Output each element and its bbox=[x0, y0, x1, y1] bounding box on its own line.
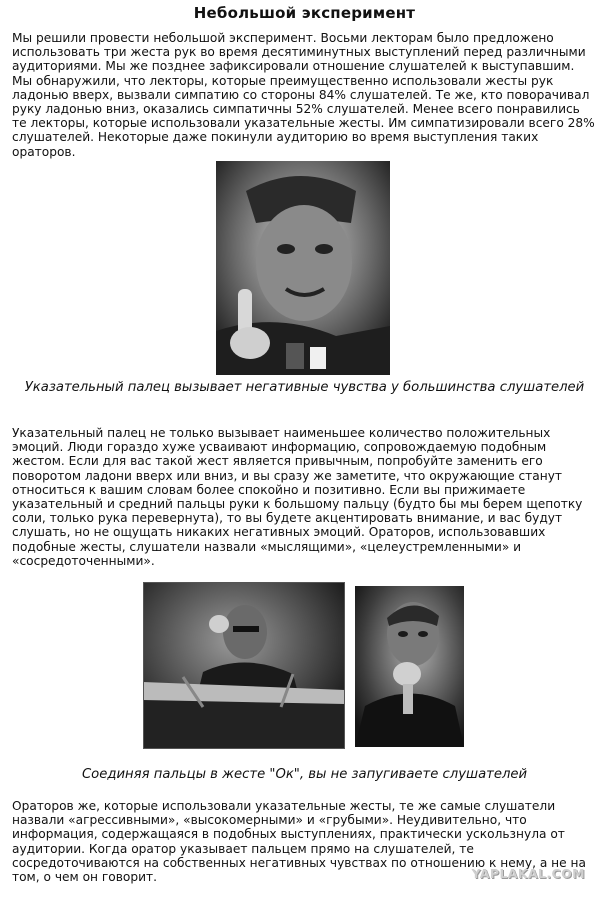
caption-pointing: Указательный палец вызывает негативные чувства у большинства слушателей bbox=[24, 380, 585, 395]
paragraph-gestures: Указательный палец не только вызывает наименьшее количество положительных эмоций. Люди гораздо хуже усваивают информацию, сопровождаемую подобным жестом. Если для вас такой жест является привычным, попробуйте заменить его поворотом ладони вверх или вниз, и вы сразу же заметите, что окружающие станут относиться к вашим словам более спокойно и позитивно. Если вы прижимаете указательный и средний пальцы руки к большому пальцу (будто бы мы берем щепотку соли, только рука перевернута), то вы будете акцентировать внимание, и вас будут слушать, но не ощущать никаких негативных эмоций. Ораторов, использовавших подобные жесты, слушатели назвали «мыслящими», «целеустремленными» и «сосредоточенными». bbox=[12, 426, 583, 568]
caption-ok-gesture: Соединяя пальцы в жесте "Ок", вы не запугиваете слушателей bbox=[81, 767, 528, 782]
watermark-logo: YAPLAKAL.COM bbox=[471, 866, 585, 881]
photo-ok-gesture-podium bbox=[143, 582, 345, 749]
paragraph-intro: Мы решили провести небольшой эксперимент. Восьми лекторам было предложено использовать три жеста рук во время десятиминутных выступлений перед различными аудиториями. Мы же позднее зафиксировали отношение слушателей к выступавшим. Мы обнаружили, что лекторы, которые преимущественно использовали жесты рук ладонью вверх, вызвали симпатию со стороны 84% слушателей. Те же, кто поворачивал руку ладонью вниз, оказались симпатичны 52% слушателей. Менее всего понравились те лекторы, которые использовали указательные жесты. Им симпатизировали всего 28% слушателей. Некоторые даже покинули аудиторию во время выступления таких ораторов. bbox=[12, 31, 595, 159]
paragraph-conclusion: Ораторов же, которые использовали указательные жесты, те же самые слушатели назвали «агрессивными», «высокомерными» и «грубыми». Неудивительно, что информация, содержащаяся в подобных выступлениях, практически ускользнула от аудитории. Когда оратор указывает пальцем прямо на слушателей, те сосредоточиваются на собственных негативных чувствах по отношению к нему, а не на том, о чем он говорит. bbox=[12, 799, 586, 885]
photo-pointing-speaker bbox=[216, 161, 390, 375]
photo-thoughtful-speaker bbox=[355, 586, 464, 747]
page-title: Небольшой эксперимент bbox=[193, 4, 416, 22]
